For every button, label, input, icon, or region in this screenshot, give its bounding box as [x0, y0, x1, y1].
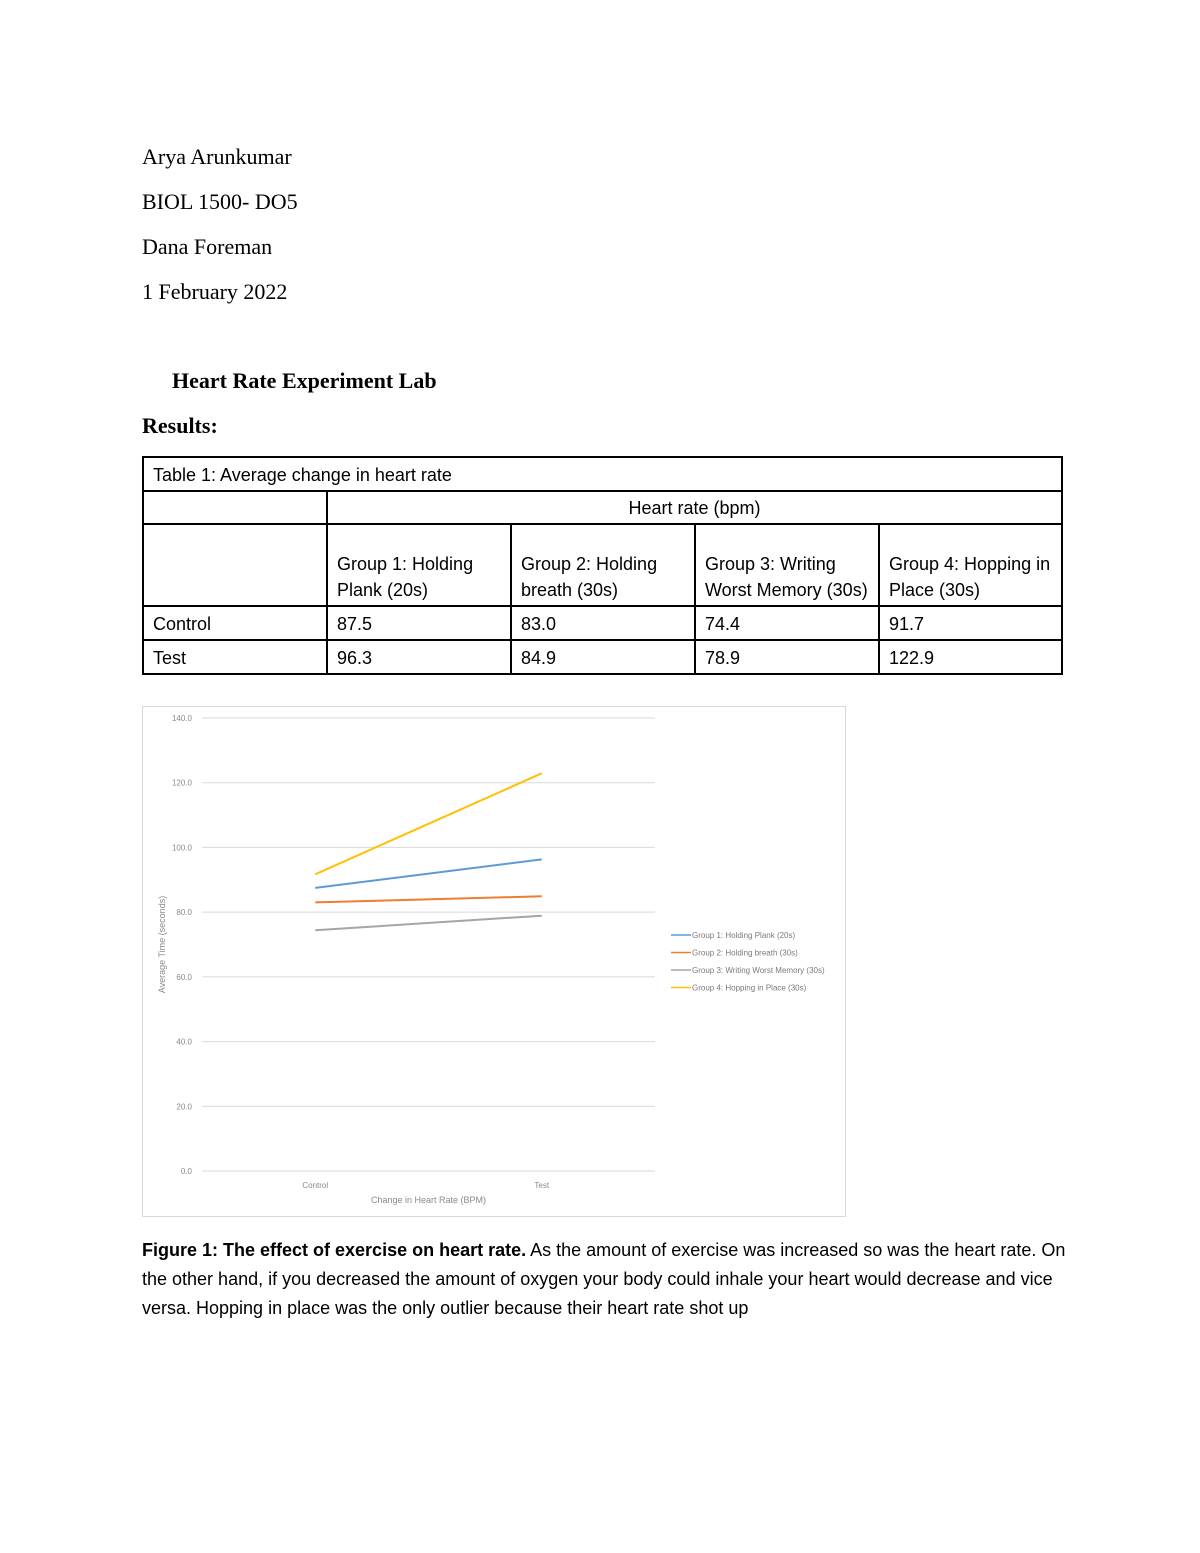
y-axis-title: Average Time (seconds): [157, 895, 167, 994]
legend-entry: Group 1: Holding Plank (20s): [692, 931, 796, 940]
y-tick-label: 120.0: [171, 778, 192, 788]
heart-rate-table: [142, 456, 1063, 675]
course-code: BIOL 1500- DO5: [142, 189, 298, 214]
row-label-test: Test: [143, 640, 327, 674]
instructor-name: Dana Foreman: [142, 234, 273, 259]
y-tick-label: 100.0: [171, 843, 192, 853]
table-cell: 122.9: [879, 640, 1062, 674]
y-tick-label: 80.0: [176, 908, 192, 918]
y-tick-label: 140.0: [171, 714, 192, 723]
series-line-group-3: [315, 916, 542, 931]
table-caption: Table 1: Average change in heart rate: [143, 457, 1062, 491]
y-tick-label: 40.0: [176, 1037, 192, 1047]
table-cell: 91.7: [879, 606, 1062, 640]
series-line-group-1: [315, 859, 542, 887]
table-empty-cell: [143, 491, 327, 524]
table-cell: 87.5: [327, 606, 511, 640]
column-header-group-3: Group 3: Writing Worst Memory (30s): [695, 524, 879, 606]
table-header-row: [143, 524, 1062, 606]
table-cell: 78.9: [695, 640, 879, 674]
x-axis-title: Change in Heart Rate (BPM): [370, 1195, 487, 1205]
y-tick-label: 20.0: [176, 1102, 192, 1112]
table-unit-row: [143, 491, 1062, 524]
series-line-group-2: [315, 896, 542, 902]
table-caption-row: [143, 457, 1062, 491]
column-header-group-4: Group 4: Hopping in Place (30s): [879, 524, 1062, 606]
document-date: 1 February 2022: [142, 279, 288, 304]
column-header-group-1: Group 1: Holding Plank (20s): [327, 524, 511, 606]
table-cell: 83.0: [511, 606, 695, 640]
table-cell: 96.3: [327, 640, 511, 674]
chart-canvas: [143, 707, 847, 1218]
column-header-group-2: Group 2: Holding breath (30s): [511, 524, 695, 606]
row-label-control: Control: [143, 606, 327, 640]
table-unit-header: Heart rate (bpm): [327, 491, 1062, 524]
y-tick-label: 0.0: [180, 1167, 192, 1176]
document-title: Heart Rate Experiment Lab: [172, 368, 437, 393]
figure-caption-label: Figure 1: The effect of exercise on heart rate.: [142, 1240, 527, 1260]
series-line-group-4: [315, 773, 542, 874]
table-row: [143, 640, 1062, 674]
legend-entry: Group 3: Writing Worst Memory (30s): [692, 966, 825, 975]
x-tick-label: Control: [302, 1181, 329, 1190]
legend-entry: Group 2: Holding breath (30s): [692, 948, 798, 958]
table-empty-cell: [143, 524, 327, 606]
figure-caption-text: As the amount of exercise was increased so was the heart rate. On the other hand, if you decreased the amount of oxygen your body could inhale your heart would decrease and vice versa. Hopping in place was the only outlier because their heart rate shot up: [142, 1240, 1066, 1318]
results-heading: Results:: [142, 413, 218, 438]
y-tick-label: 60.0: [176, 972, 192, 982]
x-tick-label: Test: [534, 1181, 550, 1190]
table-row: [143, 606, 1062, 640]
heart-rate-chart: [142, 706, 846, 1217]
table-cell: 74.4: [695, 606, 879, 640]
author-name: Arya Arunkumar: [142, 144, 292, 169]
legend-entry: Group 4: Hopping in Place (30s): [692, 983, 807, 993]
table-cell: 84.9: [511, 640, 695, 674]
figure-caption: [142, 1236, 1067, 1323]
